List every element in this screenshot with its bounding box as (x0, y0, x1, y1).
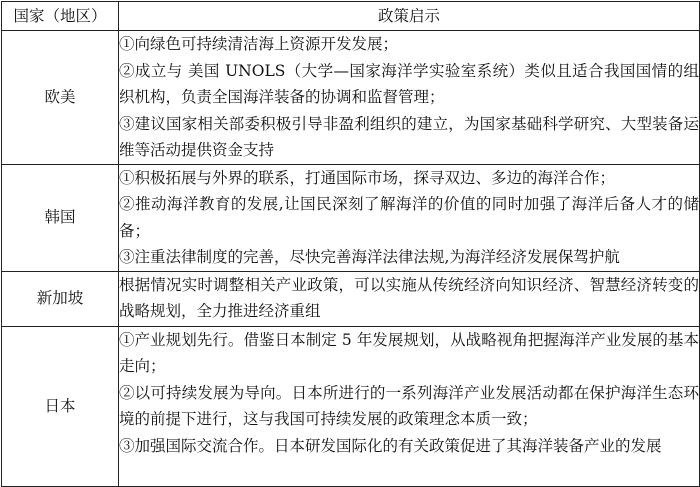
policy-item: 根据情况实时调整相关产业政策，可以实施从传统经济向知识经济、智慧经济转变的战略规划，全力推进经济重组 (119, 275, 699, 320)
table-row-singapore (2, 271, 700, 326)
header-policy: 政策启示 (119, 2, 700, 31)
header-row (2, 2, 700, 31)
table-row-japan (2, 326, 700, 486)
policy-item: ②以可持续发展为导向。日本所进行的一系列海洋产业发展活动都在保护海洋生态环境的前提下进行，这与我国可持续发展的政策理念本质一致； (119, 383, 699, 428)
policy-item: ①向绿色可持续清洁海上资源开发发展； (119, 35, 399, 53)
country-cell: 日本 (2, 326, 119, 486)
policy-item: ③加强国际交流合作。日本研发国际化的有关政策促进了其海洋装备产业的发展 (119, 436, 662, 455)
policy-cell (119, 326, 700, 486)
policy-cell (119, 271, 700, 326)
table-row-europe-america (2, 31, 700, 165)
policy-comparison-table (1, 1, 700, 487)
policy-item: ③注重法律制度的完善，尽快完善海洋法律法规,为海洋经济发展保驾护航 (119, 248, 620, 266)
policy-item: ②推动海洋教育的发展,让国民深刻了解海洋的价值的同时加强了海洋后备人才的储备； (119, 195, 699, 240)
policy-item: ①产业规划先行。借鉴日本制定 5 年发展规划，从战略视角把握海洋产业发展的基本走向； (119, 330, 699, 375)
table-body (2, 31, 700, 487)
header-country: 国家（地区） (2, 2, 119, 31)
country-cell: 新加坡 (2, 271, 119, 326)
table-header (2, 2, 700, 31)
policy-cell (119, 31, 700, 165)
policy-item: ③建议国家相关部委积极引导非盈利组织的建立，为国家基础科学研究、大型装备运维等活动提供资金支持 (119, 114, 699, 159)
policy-item: ①积极拓展与外界的联系，打通国际市场，探寻双边、多边的海洋合作； (119, 168, 616, 187)
policy-cell (119, 164, 700, 271)
table-row-korea (2, 164, 700, 271)
policy-item: ②成立与 美国 UNOLS（大学—国家海洋学实验室系统）类似且适合我国国情的组织机构，负责全国海洋装备的协调和监督管理； (119, 61, 699, 106)
country-cell: 韩国 (2, 164, 119, 271)
country-cell: 欧美 (2, 31, 119, 165)
